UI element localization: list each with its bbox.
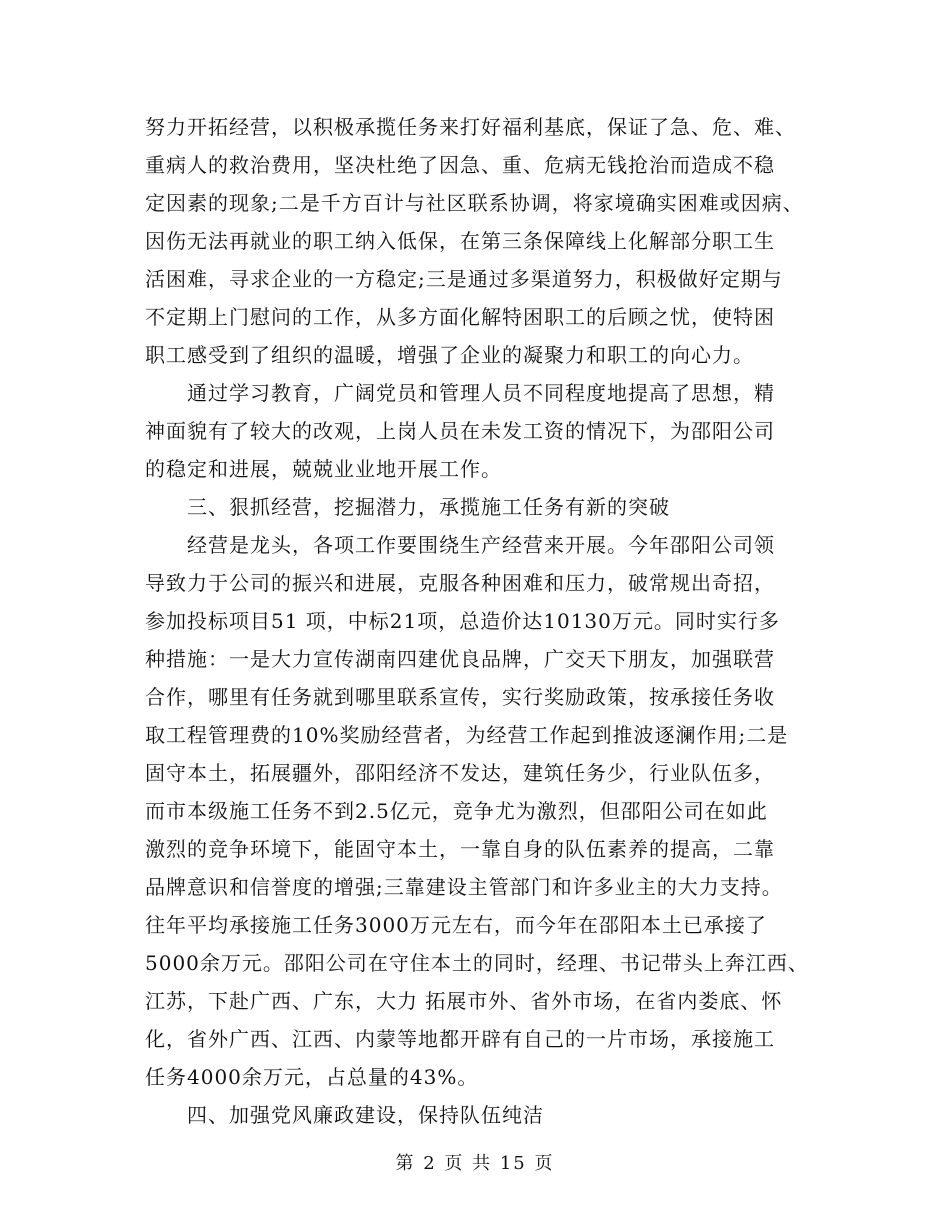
paragraph-line: 活困难，寻求企业的一方稳定;三是通过多渠道努力，积极做好定期与	[145, 267, 783, 291]
section-heading: 四、加强党风廉政建设，保持队伍纯洁	[187, 1103, 544, 1127]
paragraph-line: 任务4000余万元，占总量的43%。	[145, 1065, 479, 1089]
paragraph-line: 因伤无法再就业的职工纳入低保，在第三条保障线上化解部分职工生	[145, 229, 775, 253]
paragraph-line: 通过学习教育，广阔党员和管理人员不同程度地提高了思想，精	[187, 381, 775, 405]
paragraph-line: 神面貌有了较大的改观，上岗人员在未发工资的情况下，为邵阳公司	[145, 419, 775, 443]
paragraph-line: 参加投标项目51 项，中标21项，总造价达10130万元。同时实行多	[145, 609, 780, 633]
page-body	[145, 108, 820, 1134]
paragraph-line: 往年平均承接施工任务3000万元左右，而今年在邵阳本土已承接了	[145, 913, 767, 937]
paragraph-line: 职工感受到了组织的温暖，增强了企业的凝聚力和职工的向心力。	[145, 343, 754, 367]
paragraph-line: 固守本土，拓展疆外，邵阳经济不发达，建筑任务少，行业队伍多，	[145, 761, 775, 785]
paragraph-line: 化，省外广西、江西、内蒙等地都开辟有自己的一片市场，承接施工	[145, 1027, 775, 1051]
paragraph-line: 江苏，下赴广西、广东，大力 拓展市外、省外市场，在省内娄底、怀	[145, 989, 783, 1013]
paragraph-line: 的稳定和进展，兢兢业业地开展工作。	[145, 457, 502, 481]
paragraph-line: 重病人的救治费用，坚决杜绝了因急、重、危病无钱抢治而造成不稳	[145, 153, 775, 177]
paragraph-line: 而市本级施工任务不到2.5亿元，竞争尤为激烈，但邵阳公司在如此	[145, 799, 768, 823]
section-heading: 三、狠抓经营，挖掘潜力，承揽施工任务有新的突破	[187, 495, 670, 519]
paragraph-line: 合作，哪里有任务就到哪里联系宣传，实行奖励政策，按承接任务收	[145, 685, 775, 709]
paragraph-line: 经营是龙头，各项工作要围绕生产经营来开展。今年邵阳公司领	[187, 533, 775, 557]
paragraph-line: 品牌意识和信誉度的增强;三靠建设主管部门和许多业主的大力支持。	[145, 875, 783, 899]
paragraph-line: 定因素的现象;二是千方百计与社区联系协调，将家境确实困难或因病、	[145, 191, 804, 215]
paragraph-line: 努力开拓经营，以积极承揽任务来打好福利基底，保证了急、危、难、	[145, 115, 796, 139]
paragraph-line: 激烈的竞争环境下，能固守本土，一靠自身的队伍素养的提高，二靠	[145, 837, 775, 861]
paragraph-line: 取工程管理费的10%奖励经营者，为经营工作起到推波逐澜作用;二是	[145, 723, 789, 747]
page-footer: 第 2 页 共 15 页	[395, 1153, 555, 1174]
paragraph-line: 5000余万元。邵阳公司在守住本土的同时，经理、书记带头上奔江西、	[145, 951, 809, 975]
paragraph-line: 种措施：一是大力宣传湖南四建优良品牌，广交天下朋友，加强联营	[145, 647, 775, 671]
paragraph-line: 导致力于公司的振兴和进展，克服各种困难和压力，破常规出奇招，	[145, 571, 775, 595]
paragraph-line: 不定期上门慰问的工作，从多方面化解特困职工的后顾之忧，使特困	[145, 305, 775, 329]
